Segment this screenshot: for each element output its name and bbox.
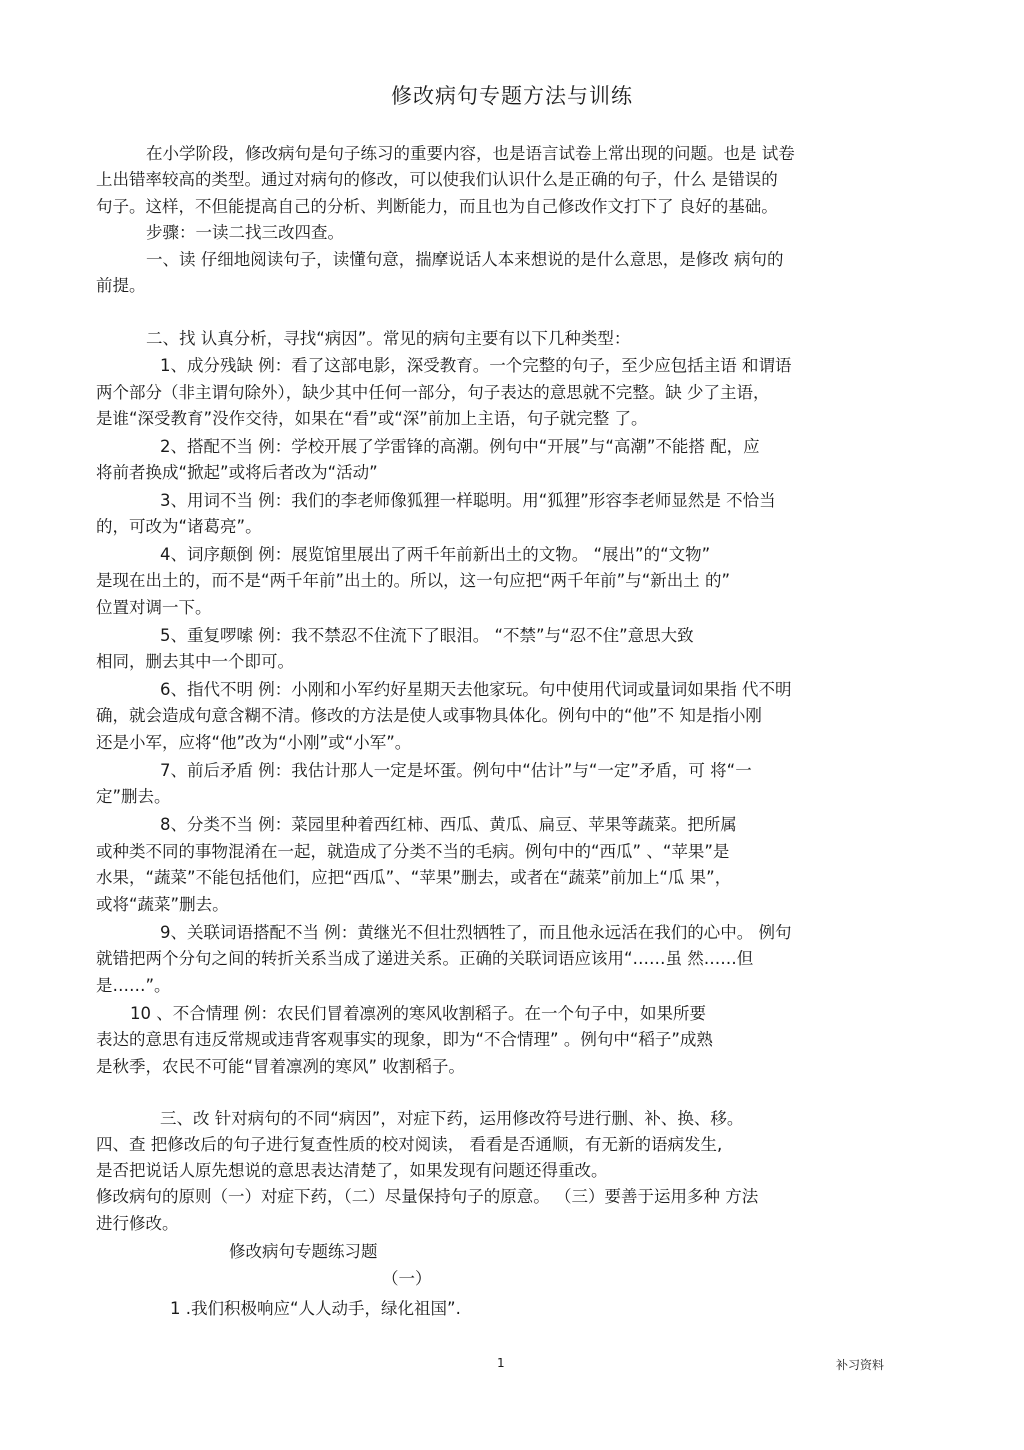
text-line: 是现在出土的，而不是“两千年前”出土的。所以，这一句应把“两千年前”与“新出土 的” — [96, 571, 731, 590]
page-number: 1 — [497, 1356, 505, 1370]
text-line: 4、词序颠倒 例：展览馆里展出了两千年前新出土的文物。 “展出”的“文物” — [160, 545, 711, 564]
text-line: 9、关联词语搭配不当 例：黄继光不但壮烈牺牲了，而且他永远活在我们的心中。 例句 — [160, 923, 792, 942]
text-line: 1、成分残缺 例：看了这部电影，深受教育。一个完整的句子，至少应包括主语 和谓语 — [160, 356, 792, 375]
text-line: 步骤：一读二找三改四查。 — [146, 223, 344, 242]
text-line: 前提。 — [96, 276, 146, 295]
text-line: 或将“蔬菜”删去。 — [96, 895, 229, 914]
text-line: 1 .我们积极响应“人人动手，绿化祖国”. — [170, 1299, 461, 1318]
text-line: 定”删去。 — [96, 787, 171, 806]
text-line: 10 、不合情理 例：农民们冒着凛冽的寒风收割稻子。在一个句子中，如果所要 — [130, 1004, 706, 1023]
footer-label: 补习资料 — [836, 1358, 885, 1372]
text-line: 就错把两个分句之间的转折关系当成了递进关系。正确的关联词语应该用“……虽 然……但 — [96, 949, 754, 968]
text-line: 或种类不同的事物混淆在一起，就造成了分类不当的毛病。例句中的“西瓜” 、“苹果”是 — [96, 842, 730, 861]
text-line: 三、改 针对病句的不同“病因”，对症下药，运用修改符号进行删、补、换、移。 — [160, 1109, 744, 1128]
text-line: 两个部分（非主谓句除外），缺少其中任何一部分，句子表达的意思就不完整。缺 少了主语， — [96, 383, 770, 402]
text-line: 是否把说话人原先想说的意思表达清楚了，如果发现有问题还得重改。 — [96, 1161, 608, 1180]
text-line: 确，就会造成句意含糊不清。修改的方法是使人或事物具体化。例句中的“他”不 知是指小刚 — [96, 706, 762, 725]
text-line: 位置对调一下。 — [96, 598, 212, 617]
text-line: （一） — [382, 1269, 432, 1288]
text-line: 是秋季，农民不可能“冒着凛冽的寒风” 收割稻子。 — [96, 1057, 465, 1076]
text-line: 水果，“蔬菜”不能包括他们，应把“西瓜”、“苹果”删去，或者在“蔬菜”前加上“瓜 果”， — [96, 868, 732, 887]
text-line: 修改病句的原则（一）对症下药，（二）尽量保持句子的原意。 （三）要善于运用多种 方法 — [96, 1187, 759, 1206]
text-line: 还是小军，应将“他”改为“小刚”或“小军”。 — [96, 733, 412, 752]
document-title: 修改病句专题方法与训练 — [391, 84, 633, 108]
text-line: 3、用词不当 例：我们的李老师像狐狸一样聪明。用“狐狸”形容李老师显然是 不恰当 — [160, 491, 776, 510]
text-line: 2、搭配不当 例：学校开展了学雷锋的高潮。例句中“开展”与“高潮”不能搭 配，应 — [160, 437, 760, 456]
text-line: 将前者换成“掀起”或将后者改为“活动” — [96, 463, 378, 482]
text-line: 二、找 认真分析，寻找“病因”。常见的病句主要有以下几种类型： — [146, 329, 631, 348]
text-line: 四、查 把修改后的句子进行复查性质的校对阅读， 看看是否通顺，有无新的语病发生, — [96, 1135, 723, 1154]
text-line: 7、前后矛盾 例：我估计那人一定是坏蛋。例句中“估计”与“一定”矛盾，可 将“一 — [160, 761, 752, 780]
text-line: 一、读 仔细地阅读句子，读懂句意，揣摩说话人本来想说的是什么意思，是修改 病句的 — [146, 250, 784, 269]
text-line: 进行修改。 — [96, 1214, 179, 1233]
text-line: 8、分类不当 例：菜园里种着西红柿、西瓜、黄瓜、扁豆、苹果等蔬菜。把所属 — [160, 815, 737, 834]
text-line: 修改病句专题练习题 — [229, 1242, 378, 1261]
text-line: 相同，删去其中一个即可。 — [96, 652, 294, 671]
text-line: 上出错率较高的类型。通过对病句的修改，可以使我们认识什么是正确的句子，什么 是错误的 — [96, 170, 778, 189]
text-line: 在小学阶段，修改病句是句子练习的重要内容，也是语言试卷上常出现的问题。也是 试卷 — [146, 144, 795, 163]
text-line: 的，可改为“诸葛亮”。 — [96, 517, 262, 536]
text-line: 是谁“深受教育”没作交待，如果在“看”或“深”前加上主语，句子就完整 了。 — [96, 409, 648, 428]
text-line: 句子。这样，不但能提高自己的分析、判断能力，而且也为自己修改作文打下了 良好的基础。 — [96, 197, 778, 216]
text-line: 表达的意思有违反常规或违背客观事实的现象，即为“不合情理” 。例句中“稻子”成熟 — [96, 1030, 713, 1049]
text-line: 6、指代不明 例：小刚和小军约好星期天去他家玩。句中使用代词或量词如果指 代不明 — [160, 680, 792, 699]
text-line: 5、重复啰嗦 例：我不禁忍不住流下了眼泪。 “不禁”与“忍不住”意思大致 — [160, 626, 694, 645]
text-line: 是……”。 — [96, 976, 171, 995]
